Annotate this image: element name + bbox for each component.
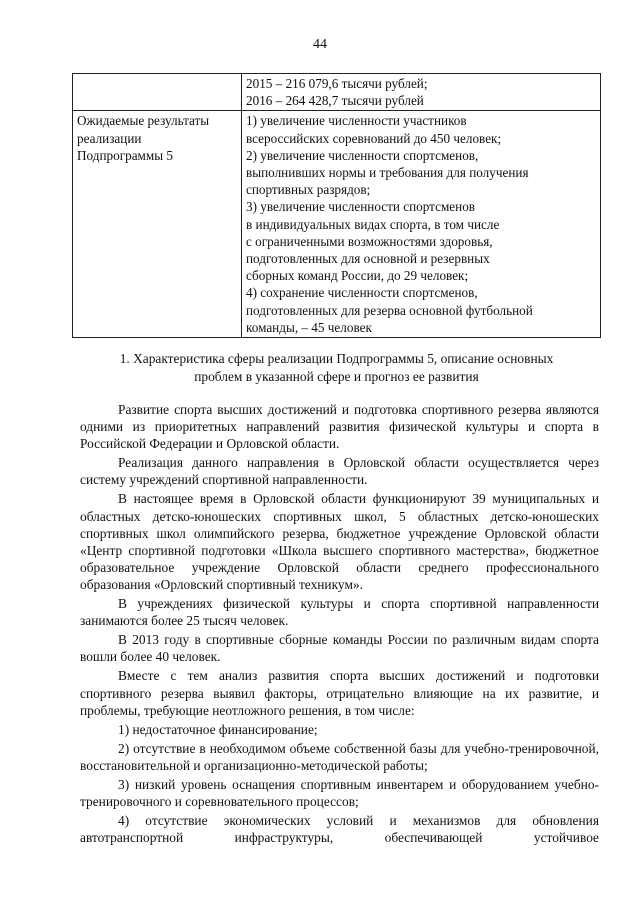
table-cell-empty <box>73 74 242 111</box>
result-line: в индивидуальных видах спорта, в том числе <box>246 216 500 232</box>
paragraph: В настоящее время в Орловской области функционируют 39 муниципальных и областных детско-юношеских спортивных школ, 5 областных детско-юношеских спортивных школ олимпийского резерва, бюджетное учреждение Орловской области «Центр спортивной подготовки «Школа высшего спортивного мастерства», бюджетное образовательное учреждение Орловской области среднего профессионального образования «Орловский спортивный техникум». <box>80 491 599 592</box>
result-line: сборных команд России, до 29 человек; <box>246 268 469 284</box>
result-line: подготовленных для резерва основной футбольной <box>246 302 533 318</box>
row-heading-line: реализации <box>77 130 142 146</box>
result-line: 2) увеличение численности спортсменов, <box>246 147 479 163</box>
funding-2015: 2015 – 216 079,6 тысячи рублей; <box>246 76 428 91</box>
result-line: всероссийских соревнований до 450 человек; <box>246 130 502 146</box>
table-cell-heading <box>73 111 242 338</box>
paragraph: Развитие спорта высших достижений и подготовка спортивного резерва являются одними из приоритетных направлений развития физической культуры и спорта в Российской Федерации и Орловской области. <box>80 402 599 452</box>
result-line: 4) сохранение численности спортсменов, <box>246 285 478 301</box>
table-row <box>73 74 601 111</box>
section-title <box>72 350 601 386</box>
funding-2016: 2016 – 264 428,7 тысячи рублей <box>246 93 424 109</box>
table-cell-funding <box>242 74 601 111</box>
table-cell-results <box>242 111 601 338</box>
row-heading-line: Подпрограммы 5 <box>77 147 173 163</box>
list-item: 2) отсутствие в необходимом объеме собственной базы для учебно-тренировочной, восстановительной и организационно-методической работы; <box>80 740 599 773</box>
result-line: подготовленных для основной и резервных <box>246 251 490 267</box>
result-line: выполнивших нормы и требования для получения <box>246 165 529 181</box>
body-text <box>80 401 599 848</box>
row-heading-line: Ожидаемые результаты <box>77 113 210 129</box>
program-info-table <box>72 73 601 338</box>
list-item: 4) отсутствие экономических условий и механизмов для обновления автотранспортной инфраструктуры, обеспечивающей устойчивое <box>80 813 599 846</box>
result-line: 3) увеличение численности спортсменов <box>246 199 476 215</box>
list-item: 3) низкий уровень оснащения спортивным инвентарем и оборудованием учебно-тренировочного и соревновательного процессов; <box>80 776 599 810</box>
result-line: с ограниченными возможностями здоровья, <box>246 233 493 249</box>
section-title-line: проблем в указанной сфере и прогноз ее развития <box>194 369 479 384</box>
table-row <box>73 111 601 338</box>
paragraph: В 2013 году в спортивные сборные команды России по различным видам спорта вошли более 40 человек. <box>80 632 599 665</box>
paragraph: В учреждениях физической культуры и спорта спортивной направленности занимаются более 25 тысяч человек. <box>80 596 599 629</box>
list-item: 1) недостаточное финансирование; <box>118 721 318 737</box>
page-number: 44 <box>313 37 327 52</box>
paragraph: Реализация данного направления в Орловской области осуществляется через систему учреждений спортивной направленности. <box>80 455 599 488</box>
result-line: спортивных разрядов; <box>246 182 371 198</box>
section-title-line: 1. Характеристика сферы реализации Подпрограммы 5, описание основных <box>119 351 554 366</box>
paragraph: Вместе с тем анализ развития спорта высших достижений и подготовки спортивного резерва выявил факторы, отрицательно влияющие на их развитие, и проблемы, требующие неотложного решения, в том числе: <box>80 668 599 718</box>
result-line: команды, – 45 человек <box>246 319 372 335</box>
result-line: 1) увеличение численности участников <box>246 113 467 129</box>
